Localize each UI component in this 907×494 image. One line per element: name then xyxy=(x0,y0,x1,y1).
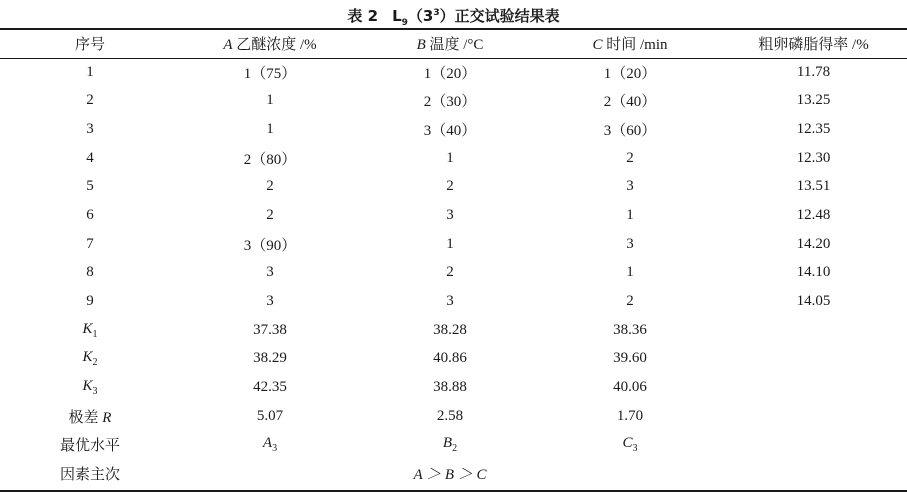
table-cell: 3 xyxy=(266,264,274,281)
table-cell: 3（90） xyxy=(243,237,297,254)
caption-rest: ）正交试验结果表 xyxy=(439,7,560,25)
table-cell: 14.05 xyxy=(796,293,831,310)
table-cell: 2 xyxy=(446,264,454,281)
k-label: K xyxy=(82,378,93,395)
table-cell: 2（40） xyxy=(603,94,657,111)
optimal-label: 最优水平 xyxy=(59,438,120,455)
table-row xyxy=(0,144,907,173)
table-cell: 1.70 xyxy=(616,407,644,424)
range-row xyxy=(0,402,907,431)
table-cell: 7 xyxy=(86,235,94,252)
k-label-cell xyxy=(0,316,180,345)
optimal-cell xyxy=(540,431,720,460)
table-row xyxy=(0,287,907,316)
header-cell: A 乙醚浓度 /% xyxy=(223,36,317,53)
table-row xyxy=(0,58,907,87)
k-label-sub: 3 xyxy=(92,386,98,398)
table-cell: 12.30 xyxy=(796,149,831,166)
optimal-cell xyxy=(360,431,540,460)
table-row xyxy=(0,115,907,144)
table-cell: 40.86 xyxy=(433,350,467,367)
table-cell: 2 xyxy=(86,92,94,109)
order-row xyxy=(0,459,907,488)
table-cell: 3（40） xyxy=(423,122,477,139)
table-cell: 38.36 xyxy=(613,321,647,338)
table-cell: 5 xyxy=(86,178,94,195)
table-cell: 1 xyxy=(446,235,454,252)
table-cell: 3 xyxy=(626,178,634,195)
table-cell: 38.28 xyxy=(433,321,467,338)
range-label-cell xyxy=(0,402,180,431)
k-label-sub: 2 xyxy=(92,357,98,369)
empty-cell xyxy=(720,402,907,431)
table-cell: 11.78 xyxy=(796,63,831,80)
table-cell: 4 xyxy=(86,149,94,166)
optimal-var: A xyxy=(262,435,273,452)
table-cell: 6 xyxy=(86,206,94,223)
optimal-row xyxy=(0,431,907,460)
table-cell: 12.35 xyxy=(796,120,831,137)
k-label: K xyxy=(82,349,93,366)
table-cell: 1（75） xyxy=(243,65,297,82)
table-row xyxy=(0,230,907,259)
table-cell: 14.20 xyxy=(796,235,831,252)
table-cell: 2.58 xyxy=(436,407,464,424)
table-caption xyxy=(0,5,907,28)
table-cell: 38.88 xyxy=(433,379,467,396)
optimal-sub: 2 xyxy=(452,443,458,455)
table-cell: 1 xyxy=(266,92,274,109)
caption-sup: 3 xyxy=(433,8,440,18)
range-label-var: R xyxy=(102,409,112,426)
order-value: A ＞ B ＞ C xyxy=(413,467,487,484)
k-label-sub: 1 xyxy=(92,328,98,340)
table-cell: 2（30） xyxy=(423,94,477,111)
optimal-var: B xyxy=(442,435,453,452)
table-cell: 8 xyxy=(86,264,94,281)
table-cell: 40.06 xyxy=(613,379,647,396)
table-row xyxy=(0,259,907,288)
table-cell: 3 xyxy=(446,206,454,223)
empty-cell xyxy=(720,431,907,460)
k-label: K xyxy=(82,320,93,337)
empty-cell xyxy=(720,373,907,402)
optimal-sub: 3 xyxy=(632,443,638,455)
table-cell: 3 xyxy=(266,293,274,310)
table-cell: 3（60） xyxy=(603,122,657,139)
orthogonal-test-table xyxy=(0,29,907,488)
range-label: 极差 xyxy=(68,409,103,426)
table-cell: 14.10 xyxy=(796,264,831,281)
empty-cell xyxy=(720,459,907,488)
caption-l: L xyxy=(392,7,402,25)
table-cell: 2 xyxy=(266,178,274,195)
table-cell: 39.60 xyxy=(613,350,647,367)
table-cell: 2 xyxy=(266,206,274,223)
table-cell: 2 xyxy=(626,293,634,310)
k-label-cell xyxy=(0,345,180,374)
header-row xyxy=(0,29,907,58)
header-cell: 粗卵磷脂得率 /% xyxy=(758,36,869,53)
table-cell: 9 xyxy=(86,293,94,310)
table-cell: 1（20） xyxy=(603,65,657,82)
k-row xyxy=(0,345,907,374)
k-row xyxy=(0,373,907,402)
table-cell: 2 xyxy=(626,149,634,166)
table-cell: 1 xyxy=(266,120,274,137)
table-row xyxy=(0,86,907,115)
caption-l-sub: 9 xyxy=(401,18,408,28)
table-cell: 37.38 xyxy=(253,321,287,338)
table-cell: 2 xyxy=(446,178,454,195)
table-cell: 38.29 xyxy=(253,350,287,367)
table-cell: 1 xyxy=(626,264,634,281)
caption-open: （3 xyxy=(407,7,434,25)
header-cell: C 时间 /min xyxy=(592,36,668,53)
table-cell: 42.35 xyxy=(253,379,287,396)
header-cell: B 温度 /°C xyxy=(416,36,484,53)
empty-cell xyxy=(720,316,907,345)
table-cell: 5.07 xyxy=(256,407,284,424)
header-cell: 序号 xyxy=(74,36,105,53)
k-label-cell xyxy=(0,373,180,402)
optimal-sub: 3 xyxy=(272,443,278,455)
order-label: 因素主次 xyxy=(59,467,120,484)
table-cell: 13.25 xyxy=(796,92,831,109)
table-row xyxy=(0,172,907,201)
table-cell: 1 xyxy=(446,149,454,166)
table-cell: 1 xyxy=(626,206,634,223)
table-cell: 12.48 xyxy=(796,206,831,223)
table-row xyxy=(0,201,907,230)
table-cell: 13.51 xyxy=(796,178,831,195)
optimal-cell xyxy=(180,431,360,460)
caption-prefix: 表 2 xyxy=(347,7,379,25)
table-cell: 3 xyxy=(86,120,94,137)
table-cell: 1（20） xyxy=(423,65,477,82)
table-cell: 3 xyxy=(446,293,454,310)
empty-cell xyxy=(720,345,907,374)
table-cell: 2（80） xyxy=(243,151,297,168)
table-cell: 3 xyxy=(626,235,634,252)
bottom-rule xyxy=(0,490,907,492)
table-cell: 1 xyxy=(86,63,94,80)
k-row xyxy=(0,316,907,345)
optimal-var: C xyxy=(622,435,633,452)
